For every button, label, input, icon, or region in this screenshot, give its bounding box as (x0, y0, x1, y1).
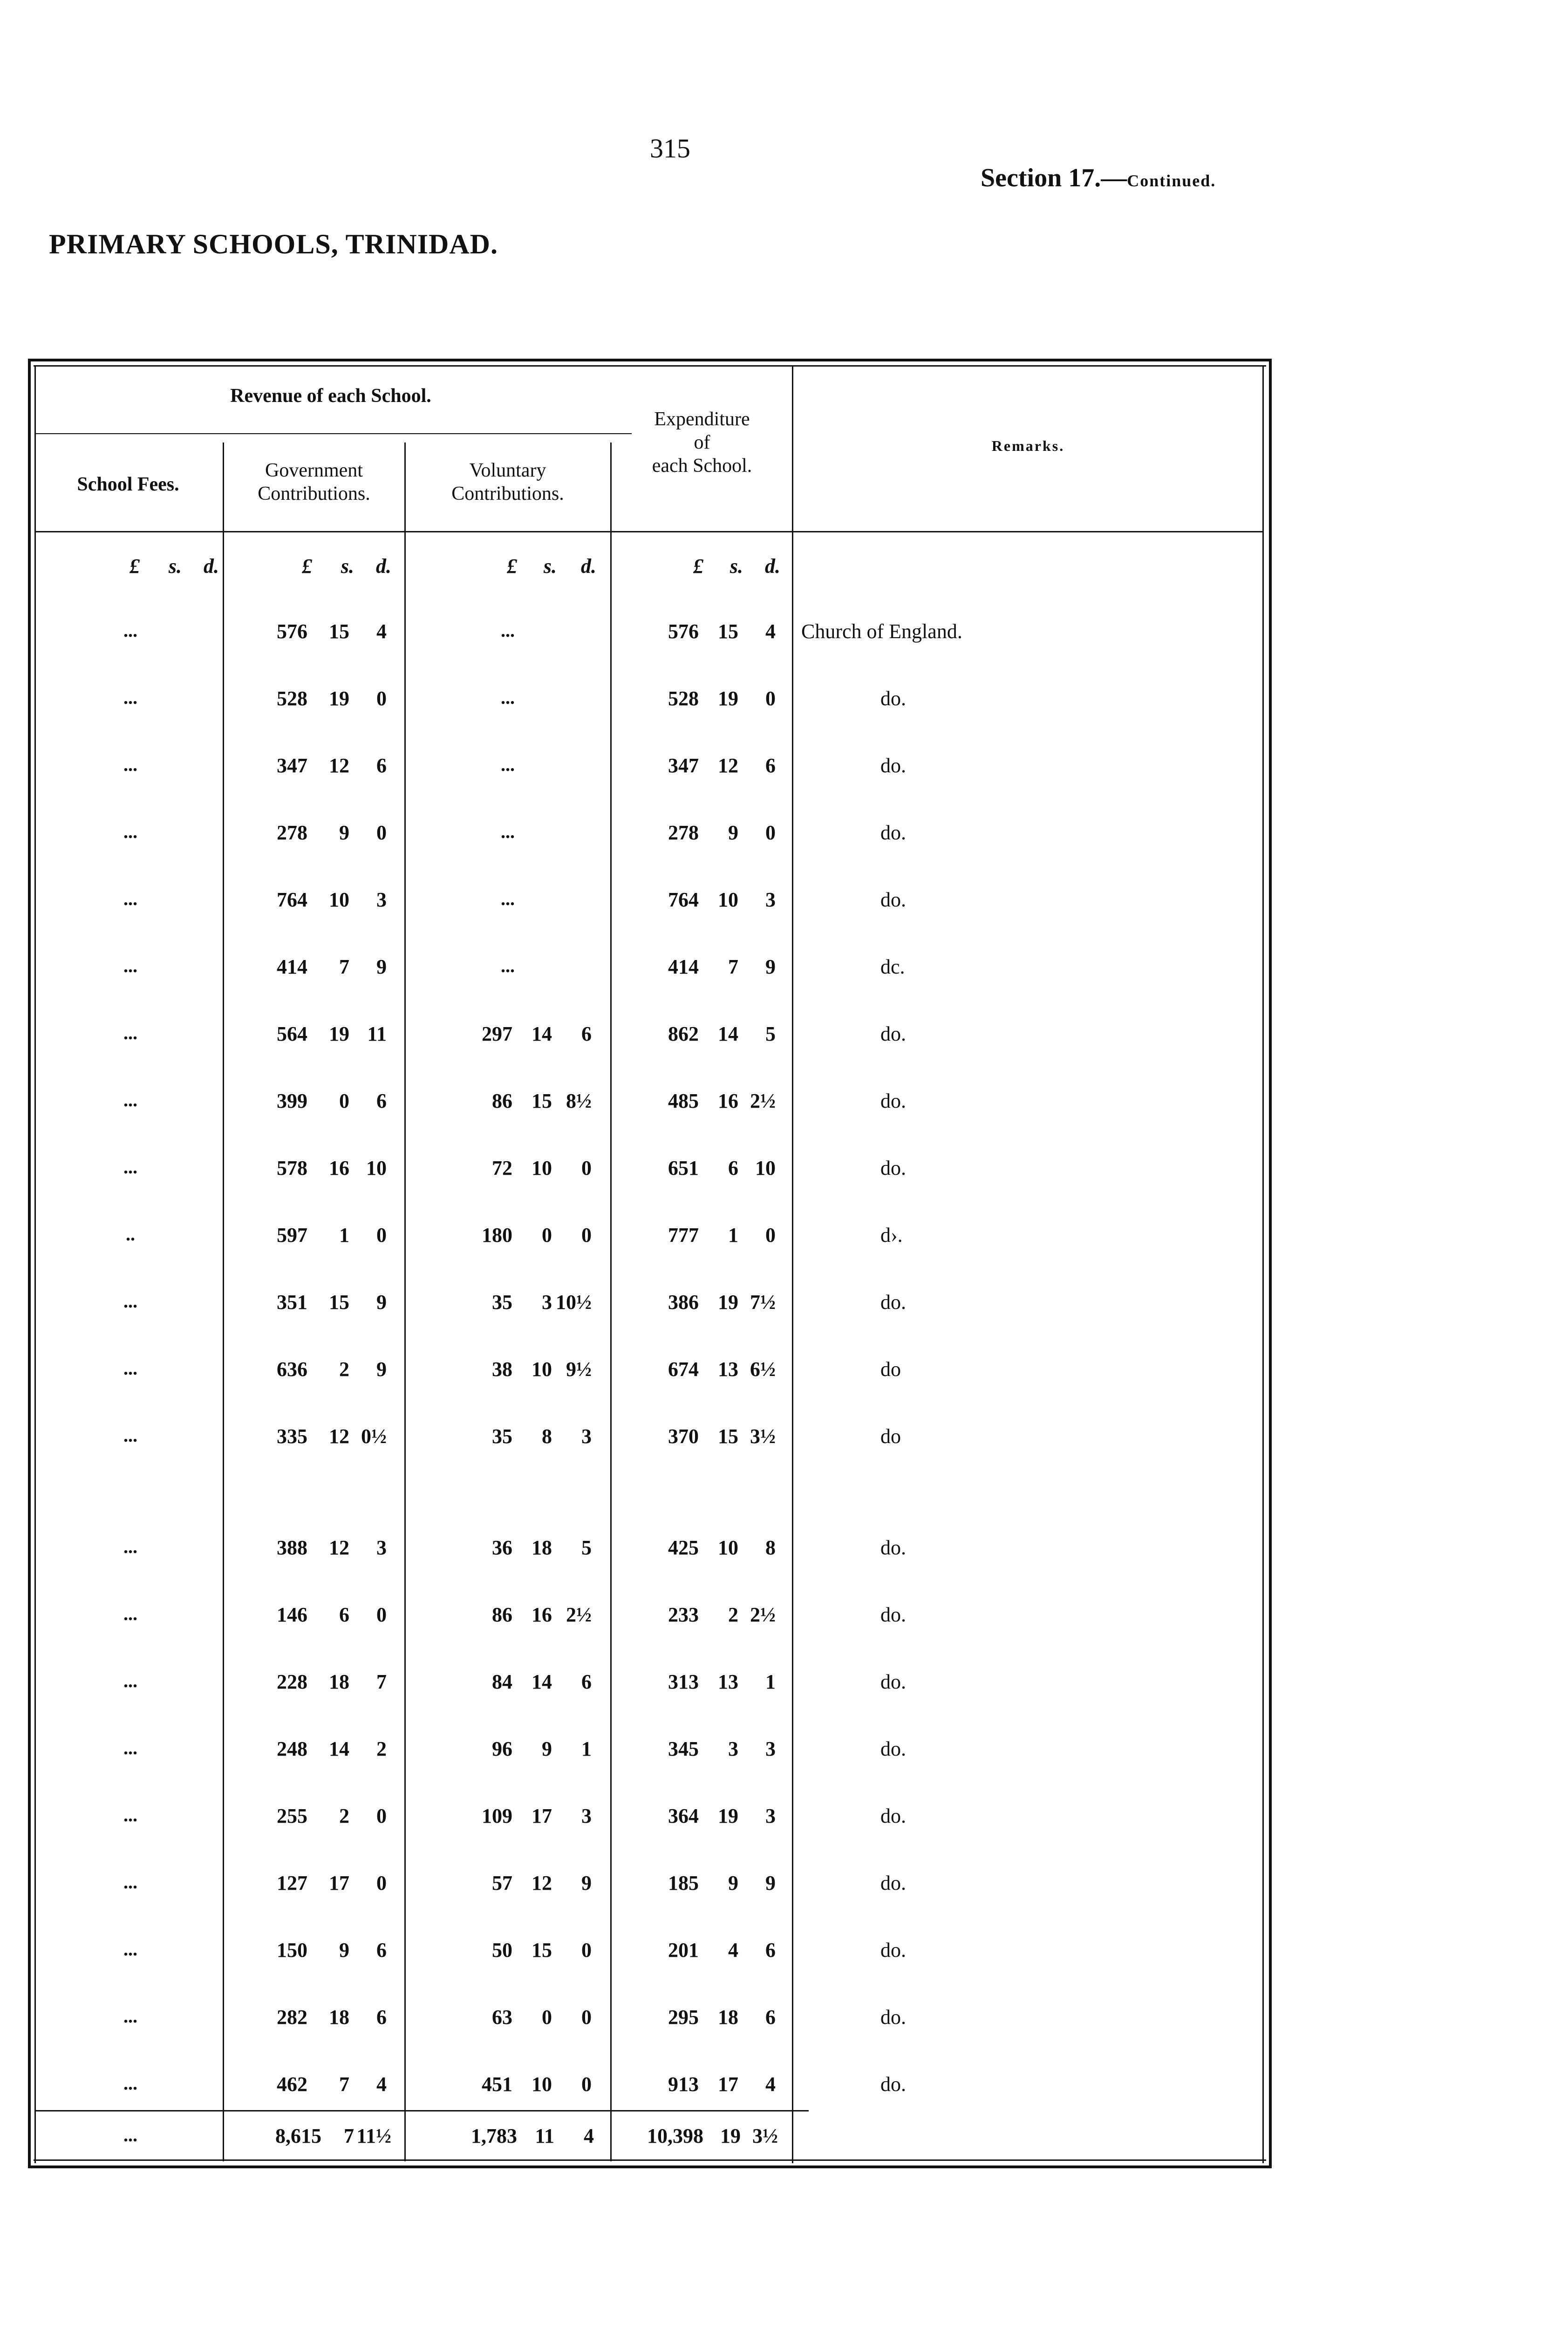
expenditure-pounds: 370 (668, 1425, 699, 1448)
government-pounds: 351 (277, 1291, 307, 1314)
expenditure-shillings: 10 (718, 888, 738, 911)
expenditure-shillings: 15 (718, 620, 738, 643)
expenditure-shillings: 1 (728, 1224, 738, 1246)
totals-voluntary-pounds: 1,783 (471, 2125, 517, 2147)
remark-cell: do. (880, 888, 906, 911)
expenditure-shillings: 9 (728, 1872, 738, 1894)
expenditure-shillings: 13 (718, 1358, 738, 1381)
government-shillings: 7 (339, 955, 349, 978)
government-pence: 4 (376, 2073, 387, 2096)
government-pence: 11 (367, 1022, 387, 1045)
totals-government-pounds: 8,615 (275, 2125, 321, 2147)
government-pounds: 127 (277, 1872, 307, 1894)
section-continued: Continued. (1127, 171, 1216, 190)
expenditure-pounds: 364 (668, 1805, 699, 1827)
voluntary-pence: 0 (581, 2073, 592, 2096)
government-pence: 3 (376, 888, 387, 911)
remark-cell: do. (880, 1291, 906, 1314)
voluntary-shillings: 16 (532, 1603, 552, 1626)
voluntary-shillings: 0 (542, 1224, 552, 1246)
expenditure-shillings: 10 (718, 1536, 738, 1559)
government-pounds: 146 (277, 1603, 307, 1626)
expenditure-pounds: 862 (668, 1022, 699, 1045)
voluntary-pounds: 38 (492, 1358, 512, 1381)
expenditure-header-line2: of (694, 432, 710, 453)
remark-cell: do. (880, 1872, 906, 1894)
government-pence: 10 (366, 1157, 387, 1179)
expenditure-pence: 0 (765, 687, 776, 710)
totals-expenditure-shillings: 19 (720, 2125, 741, 2147)
government-pence: 6 (376, 1939, 387, 1961)
expenditure-shillings: 19 (718, 1805, 738, 1827)
expenditure-pounds: 425 (668, 1536, 699, 1559)
expenditure-pence: 4 (765, 2073, 776, 2096)
voluntary-shillings: 15 (532, 1939, 552, 1961)
exp-unit-pence: d. (765, 555, 780, 578)
government-header-line1: Government (265, 460, 363, 481)
revenue-header: Revenue of each School. (230, 385, 431, 407)
voluntary-header (405, 459, 610, 505)
voluntary-pence: 6 (581, 1022, 592, 1045)
totals-expenditure-pence: 3½ (752, 2125, 778, 2147)
government-pounds: 255 (277, 1805, 307, 1827)
expenditure-pence: 6 (765, 2006, 776, 2029)
voluntary-shillings: 10 (532, 1358, 552, 1381)
expenditure-pounds: 414 (668, 955, 699, 978)
school-fees-cell: .. (126, 1224, 135, 1245)
school-fees-cell: ... (123, 888, 137, 909)
remark-cell: do. (880, 687, 906, 710)
voluntary-header-line2: Contributions. (451, 483, 564, 504)
expenditure-shillings: 19 (718, 1291, 738, 1314)
expenditure-pounds: 295 (668, 2006, 699, 2029)
remark-cell: do. (880, 754, 906, 777)
voluntary-pence: 3 (581, 1425, 592, 1448)
remark-cell: do. (880, 1603, 906, 1626)
school-fees-cell: ... (123, 687, 137, 708)
voluntary-cell: ... (501, 754, 515, 775)
expenditure-shillings: 14 (718, 1022, 738, 1045)
government-header-line2: Contributions. (258, 483, 370, 504)
expenditure-shillings: 19 (718, 687, 738, 710)
voluntary-pounds: 57 (492, 1872, 512, 1894)
government-pounds: 228 (277, 1670, 307, 1693)
voluntary-pence: 2½ (566, 1603, 592, 1626)
voluntary-shillings: 12 (532, 1872, 552, 1894)
expenditure-pounds: 485 (668, 1090, 699, 1112)
totals-voluntary-pence: 4 (584, 2125, 594, 2147)
school-fees-cell: ... (123, 1805, 137, 1825)
government-shillings: 14 (329, 1737, 349, 1760)
remark-cell: do. (880, 1939, 906, 1961)
school-fees-cell: ... (123, 1737, 137, 1758)
school-fees-cell: ... (123, 1939, 137, 1960)
remark-cell: do. (880, 1737, 906, 1760)
government-shillings: 18 (329, 1670, 349, 1693)
government-header (224, 459, 404, 505)
expenditure-shillings: 13 (718, 1670, 738, 1693)
government-pounds: 282 (277, 2006, 307, 2029)
government-pence: 9 (376, 955, 387, 978)
voluntary-shillings: 8 (542, 1425, 552, 1448)
expenditure-pence: 8 (765, 1536, 776, 1559)
voluntary-cell: ... (501, 888, 515, 909)
government-pounds: 578 (277, 1157, 307, 1179)
expenditure-pounds: 777 (668, 1224, 699, 1246)
vol-unit-pence: d. (581, 555, 596, 578)
exp-unit-pound: £ (693, 555, 703, 578)
school-fees-cell: ... (123, 1670, 137, 1691)
school-fees-cell: ... (123, 1157, 137, 1178)
government-shillings: 19 (329, 687, 349, 710)
voluntary-pence: 8½ (566, 1090, 592, 1112)
government-shillings: 16 (329, 1157, 349, 1179)
voluntary-pounds: 297 (482, 1022, 512, 1045)
school-fees-cell: ... (123, 1425, 137, 1446)
expenditure-pounds: 313 (668, 1670, 699, 1693)
remark-cell: do. (880, 2006, 906, 2029)
voluntary-pounds: 451 (482, 2073, 512, 2096)
school-fees-cell: ... (123, 1536, 137, 1557)
totals-government-pence: 11½ (356, 2125, 391, 2147)
government-pounds: 388 (277, 1536, 307, 1559)
voluntary-pence: 1 (581, 1737, 592, 1760)
school-fees-cell: ... (123, 955, 137, 976)
expenditure-pence: 6 (765, 1939, 776, 1961)
government-pounds: 636 (277, 1358, 307, 1381)
expenditure-pounds: 386 (668, 1291, 699, 1314)
page-title: PRIMARY SCHOOLS, TRINIDAD. (49, 229, 498, 259)
government-shillings: 0 (339, 1090, 349, 1112)
gov-unit-pence: d. (376, 555, 391, 578)
remark-cell: do. (880, 1090, 906, 1112)
totals-expenditure-pounds: 10,398 (647, 2125, 703, 2147)
expenditure-header (611, 408, 793, 477)
voluntary-pence: 5 (581, 1536, 592, 1559)
voluntary-pounds: 50 (492, 1939, 512, 1961)
vol-unit-pound: £ (507, 555, 517, 578)
expenditure-pence: 4 (765, 620, 776, 643)
voluntary-pence: 3 (581, 1805, 592, 1827)
government-pence: 0 (376, 1872, 387, 1894)
voluntary-pence: 10½ (556, 1291, 592, 1314)
section-label: Section 17.— (981, 163, 1127, 192)
school-fees-cell: ... (123, 620, 137, 641)
voluntary-pounds: 96 (492, 1737, 512, 1760)
expenditure-pence: 9 (765, 1872, 776, 1894)
voluntary-pounds: 180 (482, 1224, 512, 1246)
government-pounds: 528 (277, 687, 307, 710)
voluntary-pence: 6 (581, 1670, 592, 1693)
expenditure-pounds: 345 (668, 1737, 699, 1760)
government-shillings: 10 (329, 888, 349, 911)
government-shillings: 15 (329, 620, 349, 643)
government-pence: 3 (376, 1536, 387, 1559)
expenditure-pence: 3½ (750, 1425, 776, 1448)
expenditure-pounds: 347 (668, 754, 699, 777)
voluntary-pence: 0 (581, 2006, 592, 2029)
gov-unit-shilling: s. (341, 555, 354, 578)
expenditure-shillings: 7 (728, 955, 738, 978)
remark-cell: do. (880, 1805, 906, 1827)
remark-cell: do. (880, 1157, 906, 1179)
government-shillings: 12 (329, 1536, 349, 1559)
voluntary-shillings: 10 (532, 2073, 552, 2096)
voluntary-shillings: 9 (542, 1737, 552, 1760)
voluntary-cell: ... (501, 821, 515, 842)
exp-unit-shilling: s. (729, 555, 743, 578)
expenditure-header-line1: Expenditure (654, 409, 750, 430)
expenditure-shillings: 17 (718, 2073, 738, 2096)
government-pounds: 278 (277, 821, 307, 844)
government-pence: 0½ (361, 1425, 387, 1448)
government-pounds: 399 (277, 1090, 307, 1112)
expenditure-pence: 9 (765, 955, 776, 978)
voluntary-pounds: 35 (492, 1425, 512, 1448)
government-shillings: 12 (329, 754, 349, 777)
remarks-header-text: Remarks. (991, 437, 1065, 454)
government-pounds: 564 (277, 1022, 307, 1045)
voluntary-shillings: 3 (542, 1291, 552, 1314)
government-pence: 4 (376, 620, 387, 643)
voluntary-pence: 9 (581, 1872, 592, 1894)
school-fees-cell: ... (123, 2073, 137, 2094)
voluntary-pounds: 72 (492, 1157, 512, 1179)
voluntary-pounds: 63 (492, 2006, 512, 2029)
voluntary-pounds: 86 (492, 1603, 512, 1626)
expenditure-pence: 0 (765, 821, 776, 844)
government-shillings: 15 (329, 1291, 349, 1314)
government-shillings: 1 (339, 1224, 349, 1246)
government-pounds: 335 (277, 1425, 307, 1448)
expenditure-pence: 3 (765, 1737, 776, 1760)
remark-cell: do. (880, 1670, 906, 1693)
government-pounds: 150 (277, 1939, 307, 1961)
voluntary-cell: ... (501, 955, 515, 976)
government-shillings: 18 (329, 2006, 349, 2029)
government-pounds: 347 (277, 754, 307, 777)
expenditure-shillings: 9 (728, 821, 738, 844)
expenditure-pounds: 913 (668, 2073, 699, 2096)
voluntary-pounds: 36 (492, 1536, 512, 1559)
expenditure-pounds: 278 (668, 821, 699, 844)
government-shillings: 2 (339, 1805, 349, 1827)
voluntary-pounds: 84 (492, 1670, 512, 1693)
remark-cell: do. (880, 1536, 906, 1559)
expenditure-shillings: 3 (728, 1737, 738, 1760)
expenditure-shillings: 12 (718, 754, 738, 777)
gov-unit-pound: £ (302, 555, 312, 578)
school-fees-cell: ... (123, 754, 137, 775)
remark-cell: do (880, 1358, 901, 1381)
voluntary-pounds: 86 (492, 1090, 512, 1112)
remark-cell: do. (880, 1022, 906, 1045)
government-shillings: 6 (339, 1603, 349, 1626)
expenditure-shillings: 15 (718, 1425, 738, 1448)
school-fees-cell: ... (123, 1291, 137, 1312)
fees-unit-shilling: s. (168, 555, 182, 578)
remark-cell: d›. (880, 1224, 903, 1246)
expenditure-header-line3: each School. (652, 455, 752, 477)
government-pence: 0 (376, 1805, 387, 1827)
government-pence: 7 (376, 1670, 387, 1693)
expenditure-pence: 6½ (750, 1358, 776, 1381)
voluntary-pence: 0 (581, 1224, 592, 1246)
expenditure-pounds: 576 (668, 620, 699, 643)
voluntary-pounds: 109 (482, 1805, 512, 1827)
remark-cell: do. (880, 2073, 906, 2096)
school-fees-cell: ... (123, 1090, 137, 1110)
government-shillings: 17 (329, 1872, 349, 1894)
totals-voluntary-shillings: 11 (535, 2125, 554, 2147)
voluntary-shillings: 15 (532, 1090, 552, 1112)
expenditure-pence: 3 (765, 888, 776, 911)
expenditure-pounds: 233 (668, 1603, 699, 1626)
voluntary-shillings: 14 (532, 1022, 552, 1045)
fees-unit-pound: £ (130, 555, 140, 578)
government-pence: 6 (376, 754, 387, 777)
expenditure-pence: 5 (765, 1022, 776, 1045)
government-pence: 9 (376, 1358, 387, 1381)
totals-fees: ... (123, 2125, 137, 2145)
expenditure-pence: 7½ (750, 1291, 776, 1314)
fees-unit-pence: d. (204, 555, 219, 578)
expenditure-pounds: 651 (668, 1157, 699, 1179)
expenditure-pence: 3 (765, 1805, 776, 1827)
expenditure-pence: 10 (755, 1157, 776, 1179)
government-pounds: 764 (277, 888, 307, 911)
expenditure-pounds: 764 (668, 888, 699, 911)
voluntary-shillings: 10 (532, 1157, 552, 1179)
school-fees-header: School Fees. (77, 474, 179, 495)
government-pence: 2 (376, 1737, 387, 1760)
government-pence: 0 (376, 821, 387, 844)
voluntary-shillings: 0 (542, 2006, 552, 2029)
expenditure-pounds: 185 (668, 1872, 699, 1894)
voluntary-header-line1: Voluntary (469, 460, 546, 481)
government-pounds: 248 (277, 1737, 307, 1760)
remark-cell: do (880, 1425, 901, 1448)
school-fees-cell: ... (123, 1358, 137, 1379)
expenditure-pence: 1 (765, 1670, 776, 1693)
expenditure-shillings: 4 (728, 1939, 738, 1961)
voluntary-cell: ... (501, 620, 515, 641)
government-shillings: 2 (339, 1358, 349, 1381)
expenditure-shillings: 16 (718, 1090, 738, 1112)
voluntary-pence: 0 (581, 1157, 592, 1179)
vol-unit-shilling: s. (543, 555, 557, 578)
government-pounds: 414 (277, 955, 307, 978)
expenditure-shillings: 6 (728, 1157, 738, 1179)
school-fees-cell: ... (123, 2006, 137, 2027)
voluntary-pounds: 35 (492, 1291, 512, 1314)
voluntary-pence: 9½ (566, 1358, 592, 1381)
expenditure-pence: 0 (765, 1224, 776, 1246)
government-pence: 9 (376, 1291, 387, 1314)
expenditure-pence: 6 (765, 754, 776, 777)
expenditure-pounds: 674 (668, 1358, 699, 1381)
expenditure-pounds: 201 (668, 1939, 699, 1961)
remarks-header (793, 433, 1263, 457)
government-pence: 0 (376, 687, 387, 710)
expenditure-pence: 2½ (750, 1090, 776, 1112)
government-pence: 0 (376, 1224, 387, 1246)
government-shillings: 9 (339, 821, 349, 844)
government-pence: 6 (376, 1090, 387, 1112)
voluntary-pence: 0 (581, 1939, 592, 1961)
remark-cell: do. (880, 821, 906, 844)
government-shillings: 12 (329, 1425, 349, 1448)
school-fees-cell: ... (123, 1603, 137, 1624)
government-shillings: 19 (329, 1022, 349, 1045)
government-pounds: 576 (277, 620, 307, 643)
voluntary-shillings: 18 (532, 1536, 552, 1559)
schools-table (28, 359, 1272, 2168)
remark-cell: Church of England. (801, 620, 962, 643)
government-shillings: 9 (339, 1939, 349, 1961)
section-heading (981, 163, 1216, 193)
remark-cell: dc. (880, 955, 905, 978)
page-number: 315 (650, 133, 690, 163)
school-fees-cell: ... (123, 1872, 137, 1893)
expenditure-pence: 2½ (750, 1603, 776, 1626)
government-shillings: 7 (339, 2073, 349, 2096)
voluntary-shillings: 14 (532, 1670, 552, 1693)
government-pence: 6 (376, 2006, 387, 2029)
expenditure-shillings: 18 (718, 2006, 738, 2029)
school-fees-cell: ... (123, 821, 137, 842)
expenditure-shillings: 2 (728, 1603, 738, 1626)
expenditure-pounds: 528 (668, 687, 699, 710)
totals-government-shillings: 7 (344, 2125, 354, 2147)
voluntary-shillings: 17 (532, 1805, 552, 1827)
government-pounds: 462 (277, 2073, 307, 2096)
voluntary-cell: ... (501, 687, 515, 708)
government-pounds: 597 (277, 1224, 307, 1246)
government-pence: 0 (376, 1603, 387, 1626)
school-fees-cell: ... (123, 1022, 137, 1043)
